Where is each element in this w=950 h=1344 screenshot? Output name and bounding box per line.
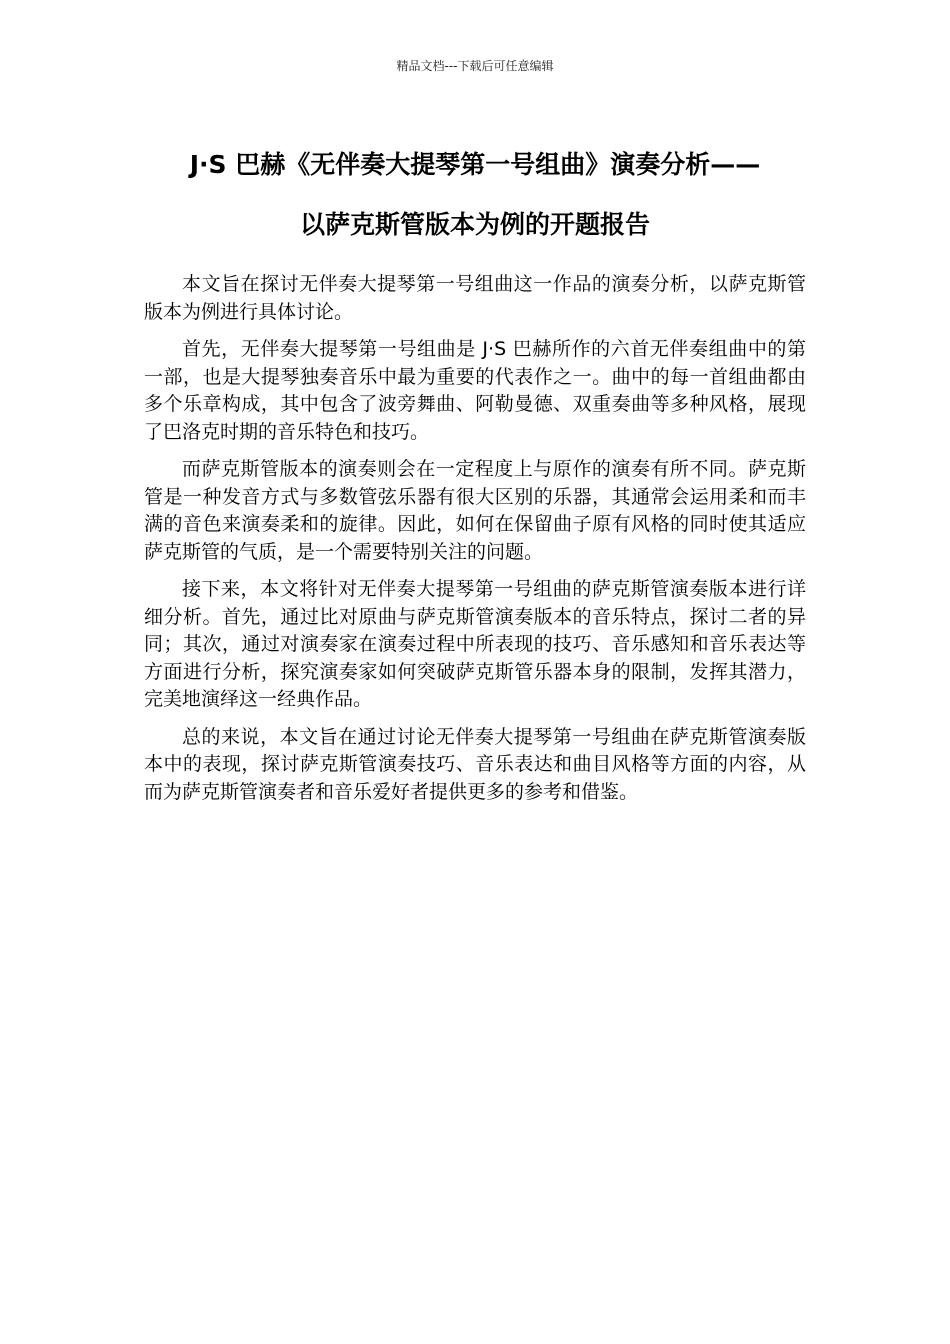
document-title xyxy=(120,135,830,255)
paragraph-3: 而萨克斯管版本的演奏则会在一定程度上与原作的演奏有所不同。萨克斯管是一种发音方式与多数管弦乐器有很大区别的乐器，其通常会运用柔和而丰满的音色来演奏柔和的旋律。因此，如何在保留曲子原有风格的同时使其适应萨克斯管的气质，是一个需要特别关注的问题。 xyxy=(144,458,806,563)
title-line-2: 以萨克斯管版本为例的开题报告 xyxy=(299,210,650,239)
paragraph-1: 本文旨在探讨无伴奏大提琴第一号组曲这一作品的演奏分析，以萨克斯管版本为例进行具体讨论。 xyxy=(144,273,806,323)
paragraph-4: 接下来，本文将针对无伴奏大提琴第一号组曲的萨克斯管演奏版本进行详细分析。首先，通过比对原曲与萨克斯管演奏版本的音乐特点，探讨二者的异同；其次，通过对演奏家在演奏过程中所表现的技巧、音乐感知和音乐表达等方面进行分析，探究演奏家如何突破萨克斯管乐器本身的限制，发挥其潜力，完美地演绎这一经典作品。 xyxy=(144,578,806,710)
paragraph-2: 首先，无伴奏大提琴第一号组曲是 J·S 巴赫所作的六首无伴奏组曲中的第一部，也是大提琴独奏音乐中最为重要的代表作之一。曲中的每一首组曲都由多个乐章构成，其中包含了波旁舞曲、阿勒曼德、双重奏曲等多种风格，展现了巴洛克时期的音乐特色和技巧。 xyxy=(144,338,806,443)
paragraph-5: 总的来说，本文旨在通过讨论无伴奏大提琴第一号组曲在萨克斯管演奏版本中的表现，探讨萨克斯管演奏技巧、音乐表达和曲目风格等方面的内容，从而为萨克斯管演奏者和音乐爱好者提供更多的参考和借鉴。 xyxy=(144,725,806,803)
document-body xyxy=(144,271,806,816)
page-header: 精品文档---下载后可任意编辑 xyxy=(396,59,554,73)
title-line-1: J·S 巴赫《无伴奏大提琴第一号组曲》演奏分析—— xyxy=(189,150,761,179)
